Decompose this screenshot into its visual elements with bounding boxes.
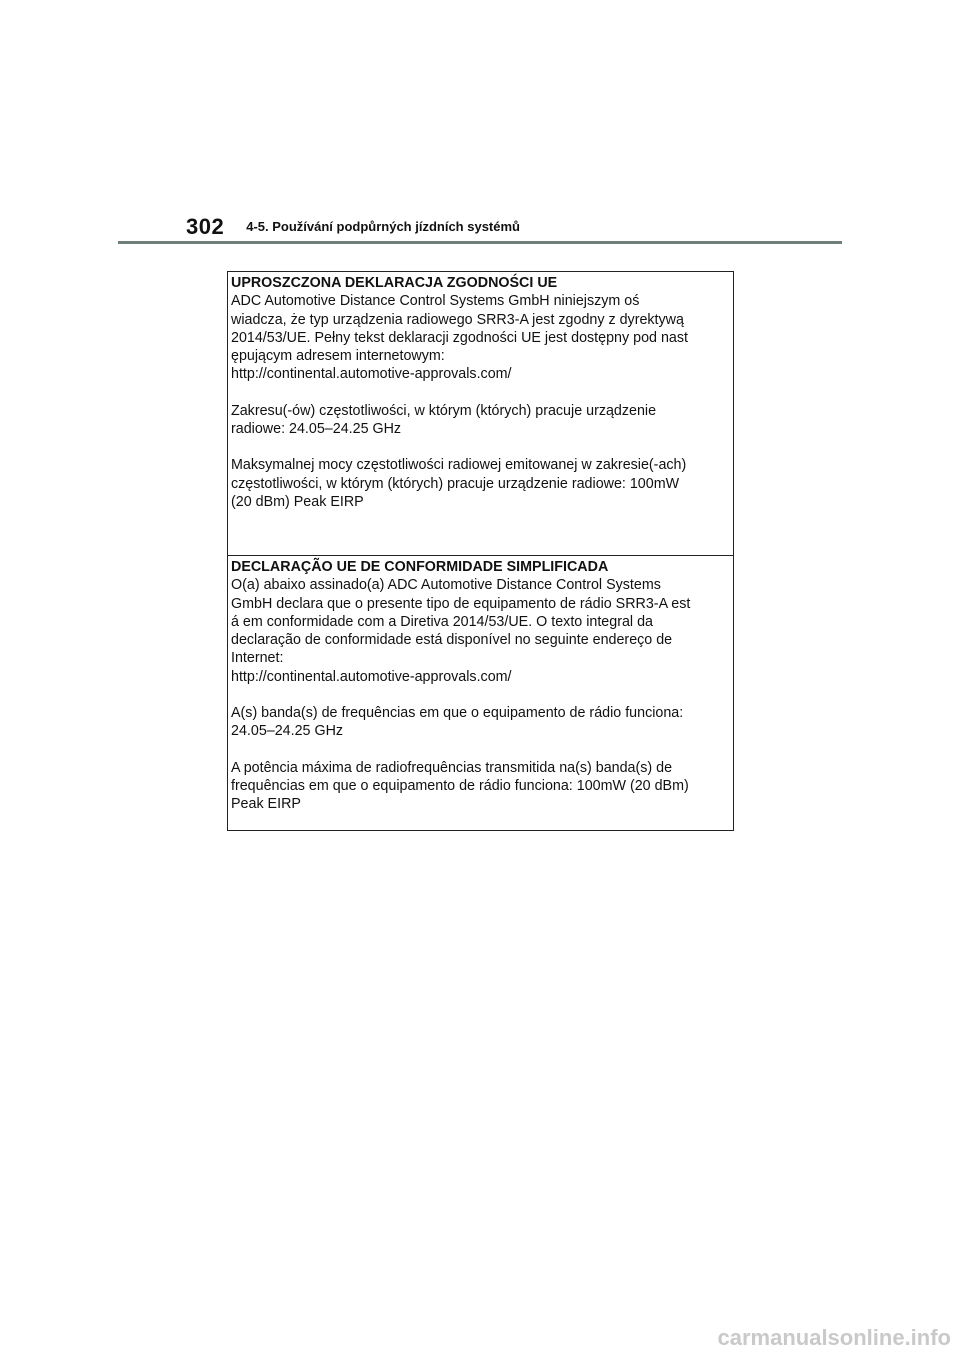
page-header [186, 214, 520, 240]
paragraph-gap [231, 741, 731, 759]
page-number: 302 [186, 214, 225, 239]
declaration-portuguese-title: DECLARAÇÃO UE DE CONFORMIDADE SIMPLIFICADA [231, 559, 609, 575]
watermark-text: carmanualsonline.info [717, 1325, 951, 1350]
declaration-polish-power: Maksymalnej mocy częstotliwości radiowej emitowanej w zakresie(-ach) częstotliwości, w którym (których) pracuje urządzenie radiowe: 100mW (20 dBm) Peak EIRP [231, 457, 687, 510]
declaration-polish-frequency: Zakresu(-ów) częstotliwości, w którym (których) pracuje urządzenie radiowe: 24.05–24.25 GHz [231, 402, 657, 438]
declaration-portuguese [228, 555, 733, 830]
paragraph-gap [231, 384, 731, 402]
declaration-portuguese-frequency: A(s) banda(s) de frequências em que o equipamento de rádio funciona: 24.05–24.25 GHz [231, 705, 684, 740]
section-title: 4-5. Používání podpůrných jízdních systémů [246, 219, 520, 234]
paragraph-gap [231, 438, 731, 456]
header-divider [118, 241, 842, 244]
declaration-polish [228, 272, 733, 555]
declaration-polish-title: UPROSZCZONA DEKLARACJA ZGODNOŚCI UE [231, 275, 558, 291]
declaration-portuguese-power: A potência máxima de radiofrequências transmitida na(s) banda(s) de frequências em que o equipamento de rádio funciona: 100mW (20 dBm) Peak EIRP [231, 759, 689, 813]
declaration-polish-statement: ADC Automotive Distance Control Systems GmbH niniejszym oś wiadcza, że typ urządzenia radiowego SRR3-A jest zgodny z dyrektywą 2014/53/UE. Pełny tekst deklaracji zgodności UE jest dostępny pod nast ępującym adresem internetowym: http://continental.automotive-approvals.com/ [231, 293, 688, 383]
paragraph-gap [231, 686, 731, 704]
declaration-portuguese-statement: O(a) abaixo assinado(a) ADC Automotive Distance Control Systems GmbH declara que o presente tipo de equipamento de rádio SRR3-A est á em conformidade com a Diretiva 2014/53/UE. O texto integral da declaração de conformidade está disponível no seguinte endereço de Internet: http://continental.automotive-approvals.com/ [231, 577, 691, 685]
declaration-table [227, 271, 734, 831]
